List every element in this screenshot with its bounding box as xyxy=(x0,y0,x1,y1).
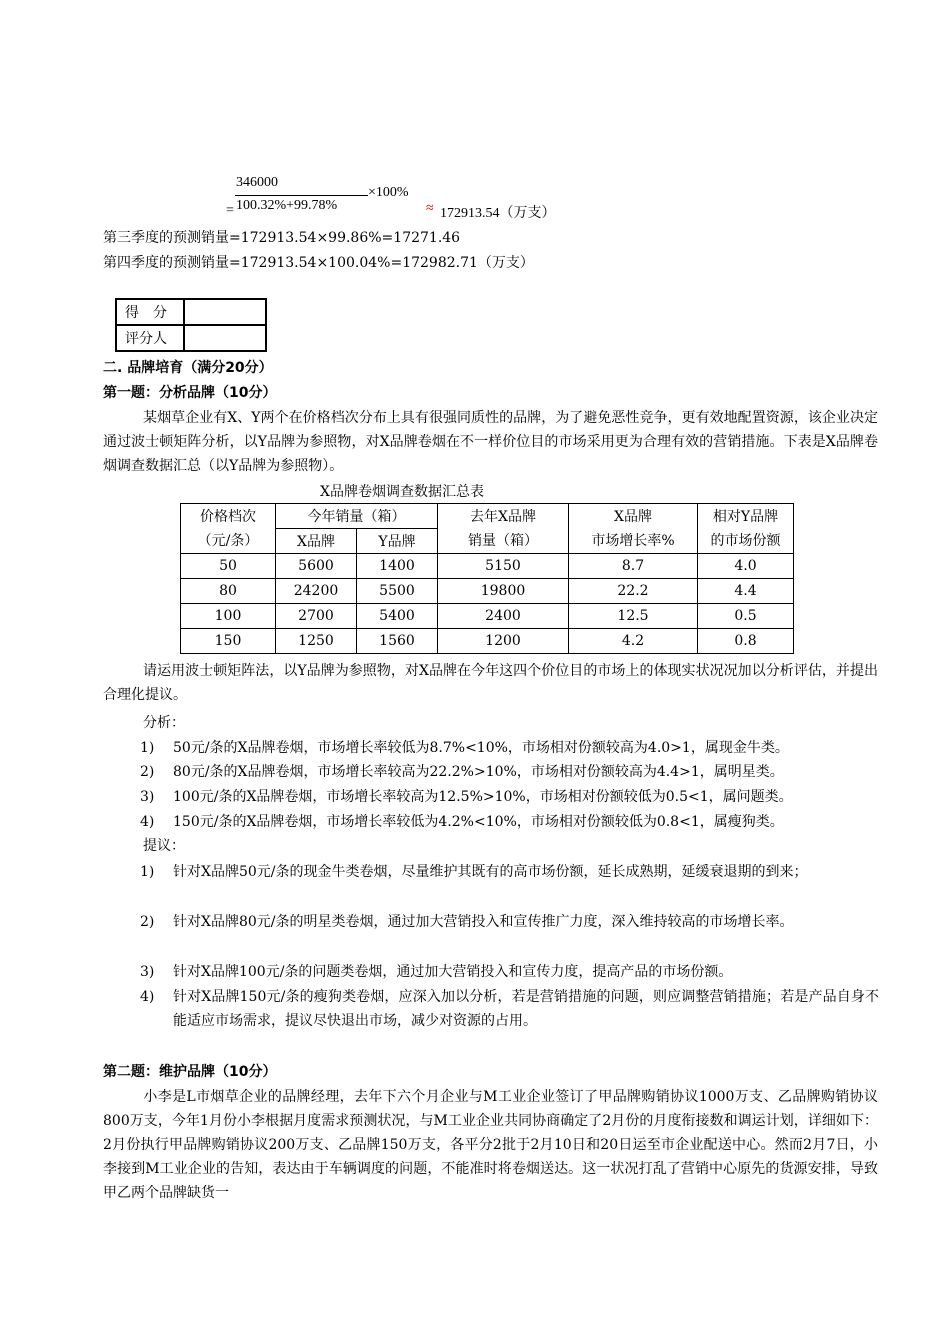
cell: 12.5 xyxy=(569,604,698,629)
cell: 1250 xyxy=(276,629,357,654)
cell: 80 xyxy=(181,579,276,604)
header-growth-line1: X品牌 xyxy=(614,508,652,525)
analysis-text: 150元/条的X品牌卷烟，市场增长率较低为4.2%<10%，市场相对份额较低为0.8<1，属瘦狗类。 xyxy=(173,814,784,830)
cell: 2400 xyxy=(438,604,569,629)
suggest-text: 针对X品牌80元/条的明星类卷烟，通过加大营销投入和宣传推广力度，深入维持较高的市场增长率。 xyxy=(173,914,794,930)
formula-times: ×100% xyxy=(368,185,409,200)
cell: 4.4 xyxy=(698,579,794,604)
grader-cell[interactable] xyxy=(184,325,266,351)
analysis-text: 80元/条的X品牌卷烟，市场增长率较高为22.2%>10%，市场相对份额较高为4.4>1，属明星类。 xyxy=(173,764,784,780)
cell: 0.8 xyxy=(698,629,794,654)
suggest-item xyxy=(103,910,883,958)
analysis-item xyxy=(103,760,883,784)
table-row xyxy=(181,579,794,604)
header-x: X品牌 xyxy=(276,529,357,554)
cell: 22.2 xyxy=(569,579,698,604)
question1-request-text: 请运用波士顿矩阵法，以Y品牌为参照物，对X品牌在今年这四个价位目的市场上的体现实状况况加以分析评估，并提出合理化提议。 xyxy=(103,663,878,703)
suggest-item xyxy=(103,860,883,908)
header-last-line2: 销量（箱） xyxy=(468,532,538,549)
cell: 1200 xyxy=(438,629,569,654)
score-label: 得 分 xyxy=(116,299,184,325)
suggest-item xyxy=(103,985,883,1033)
cell: 5150 xyxy=(438,554,569,579)
analysis-text: 100元/条的X品牌卷烟，市场增长率较高为12.5%>10%，市场相对份额较低为0.5<1，属问题类。 xyxy=(173,789,793,805)
cell: 5500 xyxy=(357,579,438,604)
score-cell[interactable] xyxy=(184,299,266,325)
table-title: X品牌卷烟调查数据汇总表 xyxy=(320,484,484,500)
cell: 4.0 xyxy=(698,554,794,579)
cell: 8.7 xyxy=(569,554,698,579)
question2-body xyxy=(103,1085,878,1205)
suggest-text: 针对X品牌150元/条的瘦狗类卷烟，应深入加以分析，若是营销措施的问题，则应调整营销措施；若是产品自身不能适应市场需求，提议尽快退出市场，减少对资源的占用。 xyxy=(173,989,879,1029)
header-this-year: 今年销量（箱） xyxy=(276,504,438,529)
header-last-line1: 去年X品牌 xyxy=(470,508,536,525)
formula-denominator: 100.32%+99.78% xyxy=(236,198,338,213)
analysis-item xyxy=(103,736,883,760)
cell: 24200 xyxy=(276,579,357,604)
formula-approx: ≈ xyxy=(426,201,434,216)
header-last-year xyxy=(438,504,569,554)
fraction-bar xyxy=(235,195,368,196)
cell: 5600 xyxy=(276,554,357,579)
question2-title: 第二题：维护品牌（10分） xyxy=(103,1064,277,1080)
analysis-num: 1) xyxy=(140,740,155,756)
table-row xyxy=(181,629,794,654)
cell: 150 xyxy=(181,629,276,654)
header-share xyxy=(698,504,794,554)
header-price-line2: （元/条） xyxy=(197,532,259,549)
cell: 4.2 xyxy=(569,629,698,654)
suggest-item xyxy=(103,960,883,984)
grader-label: 评分人 xyxy=(116,325,184,351)
header-price-line1: 价格档次 xyxy=(200,508,256,525)
question1-body xyxy=(103,406,878,478)
suggest-num: 2) xyxy=(140,914,155,930)
formula-result: 172913.54（万支） xyxy=(440,206,556,221)
suggest-label: 提议： xyxy=(143,838,185,854)
analysis-text: 50元/条的X品牌卷烟，市场增长率较低为8.7%<10%，市场相对份额较高为4.0>1，属现金牛类。 xyxy=(173,740,789,756)
analysis-item xyxy=(103,810,883,834)
cell: 100 xyxy=(181,604,276,629)
header-share-line1: 相对Y品牌 xyxy=(712,508,779,525)
formula-numerator: 346000 xyxy=(236,175,278,190)
question1-title: 第一题：分析品牌（10分） xyxy=(103,385,277,401)
cell: 1560 xyxy=(357,629,438,654)
survey-table xyxy=(180,503,794,654)
forecast-q4: 第四季度的预测销量=172913.54×100.04%=172982.71（万支） xyxy=(103,255,534,271)
cell: 19800 xyxy=(438,579,569,604)
forecast-q3: 第三季度的预测销量=172913.54×99.86%=17271.46 xyxy=(103,230,461,246)
analysis-num: 3) xyxy=(140,789,155,805)
question1-body-text: 某烟草企业有X、Y两个在价格档次分布上具有很强同质性的品牌，为了避免恶性竞争，更有效地配置资源，该企业决定通过波士顿矩阵分析，以Y品牌为参照物，对X品牌卷烟在不一样价位目的市场采用更为合理有效的营销措施。下表是X品牌卷烟调查数据汇总（以Y品牌为参照物）。 xyxy=(103,410,878,474)
suggest-num: 3) xyxy=(140,964,155,980)
suggest-num: 1) xyxy=(140,864,155,880)
question1-request xyxy=(103,659,878,707)
analysis-item xyxy=(103,785,883,809)
analysis-num: 4) xyxy=(140,814,155,830)
analysis-label: 分析： xyxy=(143,715,185,731)
question2-body-text: 小李是L市烟草企业的品牌经理，去年下六个月企业与M工业企业签订了甲品牌购销协议1000万支、乙品牌购销协议800万支，今年1月份小李根据月度需求预测状况，与M工业企业共同协商确定了2月份的月度衔接数和调运计划，详细如下：2月份执行甲品牌购销协议200万支、乙品牌150万支，各平分2批于2月10日和20日运至市企业配送中心。然而2月7日，小李接到M工业企业的告知，表达由于车辆调度的问题，不能准时将卷烟送达。这一状况打乱了营销中心原先的货源安排，导致甲乙两个品牌缺货一 xyxy=(103,1089,878,1201)
cell: 1400 xyxy=(357,554,438,579)
suggest-num: 4) xyxy=(140,989,155,1005)
table-row xyxy=(181,554,794,579)
suggest-text: 针对X品牌50元/条的现金牛类卷烟，尽量维护其既有的高市场份额，延长成熟期，延缓衰退期的到来； xyxy=(173,864,808,880)
header-growth xyxy=(569,504,698,554)
cell: 2700 xyxy=(276,604,357,629)
header-y: Y品牌 xyxy=(357,529,438,554)
table-row xyxy=(181,604,794,629)
header-price xyxy=(181,504,276,554)
cell: 50 xyxy=(181,554,276,579)
header-growth-line2: 市场增长率% xyxy=(591,532,675,549)
section-title: 二. 品牌培育（满分20分） xyxy=(103,360,273,376)
score-box xyxy=(115,298,267,352)
cell: 0.5 xyxy=(698,604,794,629)
formula-eq: = xyxy=(226,203,234,218)
suggest-text: 针对X品牌100元/条的问题类卷烟，通过加大营销投入和宣传力度，提高产品的市场份额。 xyxy=(173,964,733,980)
header-share-line2: 的市场份额 xyxy=(710,532,781,549)
analysis-num: 2) xyxy=(140,764,155,780)
cell: 5400 xyxy=(357,604,438,629)
